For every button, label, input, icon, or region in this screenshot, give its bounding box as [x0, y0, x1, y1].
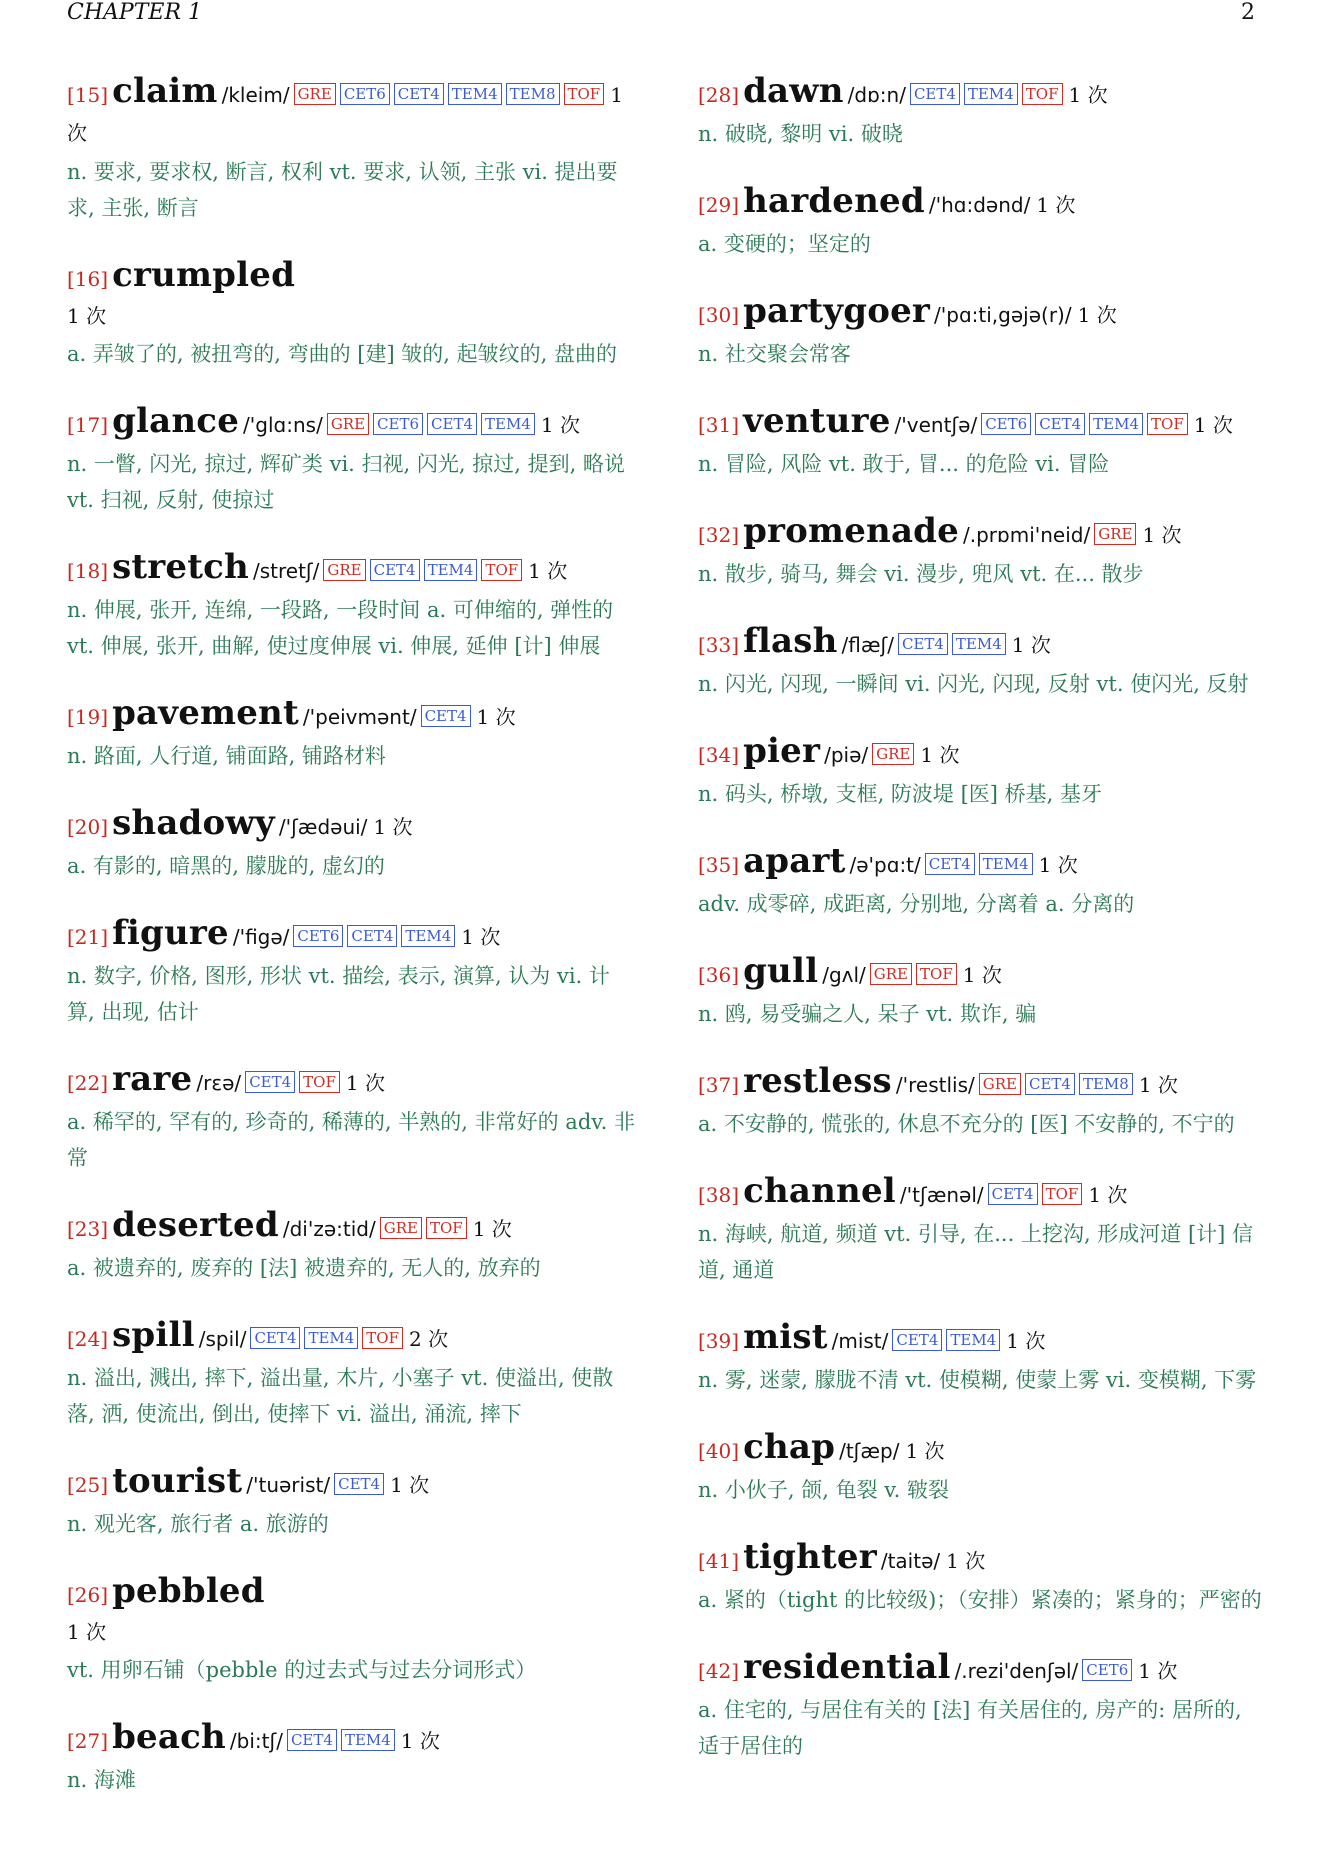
definition: vt. 用卵石铺（pebble 的过去式与过去分词形式）: [67, 1658, 537, 1682]
occurrence-count: 1 次: [1036, 193, 1076, 217]
exam-tag: TEM4: [304, 1327, 358, 1349]
exam-tag: CET4: [892, 1329, 942, 1351]
entry-index: [27]: [67, 1729, 109, 1753]
definition: a. 变硬的；坚定的: [698, 232, 871, 256]
occurrence-count: 1 次: [67, 1620, 107, 1644]
exam-tag: CET6: [981, 413, 1031, 435]
entry-index: [30]: [698, 303, 740, 327]
definition: n. 小伙子, 颌, 龟裂 v. 皲裂: [698, 1478, 949, 1502]
occurrence-count: 1 次: [540, 413, 580, 437]
phonetic: /stretʃ/: [252, 559, 320, 583]
headword: restless: [743, 1061, 892, 1101]
entry-index: [16]: [67, 267, 109, 291]
phonetic: /kleim/: [221, 83, 290, 107]
occurrence-count: 1 次: [920, 743, 960, 767]
vocab-entry: [67, 1718, 637, 1798]
entry-index: [26]: [67, 1583, 109, 1607]
vocab-entry: [698, 512, 1268, 592]
exam-tag: CET6: [340, 83, 390, 105]
entry-index: [18]: [67, 559, 109, 583]
chapter-title: CHAPTER 1: [67, 0, 202, 25]
exam-tag: TEM4: [424, 559, 478, 581]
exam-tag: TOF: [1147, 413, 1188, 435]
exam-tag: GRE: [380, 1217, 422, 1239]
definition: a. 住宅的, 与居住有关的 [法] 有关居住的, 房产的: 居所的, 适于居住的: [698, 1698, 1242, 1758]
exam-tag: CET4: [910, 83, 960, 105]
occurrence-count: 1 次: [1138, 1659, 1178, 1683]
phonetic: /mist/: [831, 1329, 889, 1353]
phonetic: /rεə/: [196, 1071, 242, 1095]
exam-tag: CET4: [287, 1729, 337, 1751]
occurrence-count: 1 次: [461, 925, 501, 949]
entry-head: [67, 1206, 637, 1248]
entry-index: [20]: [67, 815, 109, 839]
exam-tag: TEM4: [1089, 413, 1143, 435]
definition: a. 不安静的, 慌张的, 休息不充分的 [医] 不安静的, 不宁的: [698, 1112, 1235, 1136]
entry-index: [19]: [67, 705, 109, 729]
exam-tag: GRE: [323, 559, 365, 581]
definition: a. 被遗弃的, 废弃的 [法] 被遗弃的, 无人的, 放弃的: [67, 1256, 541, 1280]
exam-tag: TOF: [426, 1217, 467, 1239]
phonetic: /'hɑ:dənd/: [928, 193, 1031, 217]
definition: n. 码头, 桥墩, 支框, 防波堤 [医] 桥基, 基牙: [698, 782, 1103, 806]
headword: venture: [743, 401, 891, 441]
vocab-entry: [67, 548, 637, 664]
entry-index: [31]: [698, 413, 740, 437]
occurrence-count: 1 次: [67, 83, 623, 145]
headword: mist: [743, 1317, 828, 1357]
exam-tag: TEM4: [448, 83, 502, 105]
vocab-entry: [698, 182, 1268, 262]
exam-tag: TOF: [1042, 1183, 1083, 1205]
headword: pier: [743, 731, 821, 771]
exam-tag: GRE: [1094, 523, 1136, 545]
occurrence-count: 1 次: [390, 1473, 430, 1497]
headword: beach: [112, 1717, 226, 1757]
occurrence-count: 1 次: [905, 1439, 945, 1463]
exam-tag: TOF: [362, 1327, 403, 1349]
entry-head: [67, 72, 637, 152]
entry-index: [23]: [67, 1217, 109, 1241]
definition: a. 弄皱了的, 被扭弯的, 弯曲的 [建] 皱的, 起皱纹的, 盘曲的: [67, 342, 618, 366]
exam-tag: TEM4: [401, 925, 455, 947]
page-header: [67, 0, 1255, 30]
entry-index: [32]: [698, 523, 740, 547]
headword: shadowy: [112, 803, 275, 843]
definition: a. 有影的, 暗黑的, 朦胧的, 虚幻的: [67, 854, 385, 878]
headword: stretch: [112, 547, 249, 587]
headword: residential: [743, 1647, 951, 1687]
exam-tag: TOF: [916, 963, 957, 985]
entry-head: [698, 952, 1268, 994]
headword: glance: [112, 401, 240, 441]
phonetic: /spil/: [198, 1327, 247, 1351]
entry-index: [39]: [698, 1329, 740, 1353]
phonetic: /'tuərist/: [246, 1473, 331, 1497]
entry-head: [698, 1172, 1268, 1214]
entry-index: [36]: [698, 963, 740, 987]
definition: n. 伸展, 张开, 连绵, 一段路, 一段时间 a. 可伸缩的, 弹性的 vt. 伸展, 张开, 曲解, 使过度伸展 vi. 伸展, 延伸 [计] 伸展: [67, 598, 614, 658]
entry-index: [24]: [67, 1327, 109, 1351]
entry-index: [25]: [67, 1473, 109, 1497]
occurrence-count: 1 次: [1142, 523, 1182, 547]
definition: n. 要求, 要求权, 断言, 权利 vt. 要求, 认领, 主张 vi. 提出要求, 主张, 断言: [67, 160, 618, 220]
exam-tag: GRE: [294, 83, 336, 105]
exam-tag: TEM4: [946, 1329, 1000, 1351]
exam-tag: TEM8: [1079, 1073, 1133, 1095]
exam-tag: CET4: [245, 1071, 295, 1093]
headword: tourist: [112, 1461, 243, 1501]
headword: pebbled: [112, 1571, 265, 1611]
entry-index: [41]: [698, 1549, 740, 1573]
occurrence-count: 1 次: [1011, 633, 1051, 657]
exam-tag: TOF: [481, 559, 522, 581]
phonetic: /'ʃædəui/: [278, 815, 368, 839]
occurrence-count: 1 次: [946, 1549, 986, 1573]
definition: n. 破晓, 黎明 vi. 破晓: [698, 122, 903, 146]
phonetic: /'pɑ:ti,gəjə(r)/: [934, 303, 1072, 327]
headword: flash: [743, 621, 838, 661]
phonetic: /.prɒmi'neid/: [963, 523, 1091, 547]
phonetic: /bi:tʃ/: [229, 1729, 283, 1753]
vocab-entry: [698, 1538, 1268, 1618]
definition: adv. 成零碎, 成距离, 分别地, 分离着 a. 分离的: [698, 892, 1135, 916]
entry-index: [22]: [67, 1071, 109, 1095]
exam-tag: CET4: [898, 633, 948, 655]
entry-head: [67, 914, 637, 956]
entry-head: [67, 804, 637, 846]
entry-index: [28]: [698, 83, 740, 107]
occurrence-count: 1 次: [373, 815, 413, 839]
exam-tag: TEM4: [952, 633, 1006, 655]
definition: n. 海滩: [67, 1768, 136, 1792]
entry-index: [17]: [67, 413, 109, 437]
exam-tag: CET4: [370, 559, 420, 581]
exam-tag: CET4: [925, 853, 975, 875]
exam-tag: CET6: [293, 925, 343, 947]
occurrence-count: 1 次: [1088, 1183, 1128, 1207]
entry-head: [698, 402, 1268, 444]
definition: a. 稀罕的, 罕有的, 珍奇的, 稀薄的, 半熟的, 非常好的 adv. 非常: [67, 1110, 635, 1170]
phonetic: /tʃæp/: [839, 1439, 900, 1463]
entry-head: [698, 182, 1268, 224]
headword: promenade: [743, 511, 959, 551]
vocab-entry: [698, 622, 1268, 702]
phonetic: /'ventʃə/: [894, 413, 978, 437]
page-number: 2: [1241, 0, 1255, 25]
phonetic: /'peivmənt/: [302, 705, 417, 729]
right-column: [698, 72, 1268, 1794]
headword: figure: [112, 913, 229, 953]
vocab-entry: [67, 402, 637, 518]
occurrence-count: 1 次: [1006, 1329, 1046, 1353]
exam-tag: TEM4: [979, 853, 1033, 875]
headword: deserted: [112, 1205, 279, 1245]
exam-tag: CET4: [394, 83, 444, 105]
definition: n. 海峡, 航道, 频道 vt. 引导, 在... 上挖沟, 形成河道 [计] 信道, 通道: [698, 1222, 1254, 1282]
definition: n. 雾, 迷蒙, 朦胧不清 vt. 使模糊, 使蒙上雾 vi. 变模糊, 下雾: [698, 1368, 1257, 1392]
vocab-entry: [698, 1648, 1268, 1764]
headword: tighter: [743, 1537, 877, 1577]
occurrence-count: 1 次: [67, 304, 107, 328]
definition: a. 紧的（tight 的比较级)；（安排）紧凑的；紧身的；严密的: [698, 1588, 1262, 1612]
entry-head: [67, 1316, 637, 1358]
exam-tag: GRE: [979, 1073, 1021, 1095]
headword: apart: [743, 841, 846, 881]
exam-tag: TEM4: [341, 1729, 395, 1751]
headword: crumpled: [112, 255, 296, 295]
headword: chap: [743, 1427, 836, 1467]
vocab-entry: [698, 1172, 1268, 1288]
exam-tag: TOF: [564, 83, 605, 105]
vocab-entry: [67, 1060, 637, 1176]
entry-head: [698, 842, 1268, 884]
vocab-entry: [698, 402, 1268, 482]
vocab-entry: [67, 1572, 637, 1688]
entry-head: [698, 1648, 1268, 1690]
vocab-entry: [67, 72, 637, 226]
occurrence-count: 1 次: [476, 705, 516, 729]
phonetic: /'figə/: [232, 925, 290, 949]
vocab-entry: [698, 842, 1268, 922]
headword: dawn: [743, 71, 844, 111]
entry-head: [67, 402, 637, 444]
headword: partygoer: [743, 291, 931, 331]
entry-head: [698, 292, 1268, 334]
exam-tag: CET4: [988, 1183, 1038, 1205]
exam-tag: TOF: [1022, 83, 1063, 105]
phonetic: /gʌl/: [822, 963, 866, 987]
exam-tag: TEM8: [506, 83, 560, 105]
vocab-entry: [698, 732, 1268, 812]
exam-tag: TOF: [299, 1071, 340, 1093]
entry-head: [698, 1318, 1268, 1360]
occurrence-count: 1 次: [400, 1729, 440, 1753]
phonetic: /.rezi'denʃəl/: [954, 1659, 1079, 1683]
entry-index: [37]: [698, 1073, 740, 1097]
vocab-entry: [67, 914, 637, 1030]
exam-tag: GRE: [870, 963, 912, 985]
exam-tag: CET4: [1035, 413, 1085, 435]
exam-tag: CET6: [1082, 1659, 1132, 1681]
occurrence-count: 1 次: [962, 963, 1002, 987]
exam-tag: TEM4: [481, 413, 535, 435]
vocab-entry: [67, 256, 637, 372]
exam-tag: CET4: [334, 1473, 384, 1495]
entry-index: [35]: [698, 853, 740, 877]
entry-head: [698, 72, 1268, 114]
entry-head: [698, 512, 1268, 554]
entry-head: [698, 1428, 1268, 1470]
entry-index: [29]: [698, 193, 740, 217]
phonetic: /'restlis/: [895, 1073, 975, 1097]
vocab-entry: [698, 1428, 1268, 1508]
exam-tag: TEM4: [964, 83, 1018, 105]
exam-tag: CET4: [427, 413, 477, 435]
entry-index: [42]: [698, 1659, 740, 1683]
left-column: [67, 72, 637, 1828]
headword: spill: [112, 1315, 195, 1355]
occurrence-count: 1 次: [1068, 83, 1108, 107]
exam-tag: GRE: [327, 413, 369, 435]
vocab-entry: [698, 1062, 1268, 1142]
vocab-entry: [67, 1206, 637, 1286]
exam-tag: CET4: [250, 1327, 300, 1349]
exam-tag: CET6: [373, 413, 423, 435]
entry-index: [34]: [698, 743, 740, 767]
entry-head: [698, 622, 1268, 664]
entry-head: [67, 1060, 637, 1102]
headword: hardened: [743, 181, 925, 221]
definition: n. 鸥, 易受骗之人, 呆子 vt. 欺诈, 骗: [698, 1002, 1037, 1026]
vocab-entry: [698, 952, 1268, 1032]
entry-index: [40]: [698, 1439, 740, 1463]
entry-index: [38]: [698, 1183, 740, 1207]
phonetic: /'glɑ:ns/: [243, 413, 323, 437]
occurrence-count: 1 次: [528, 559, 568, 583]
phonetic: /piə/: [824, 743, 869, 767]
vocab-entry: [67, 1462, 637, 1542]
entry-index: [15]: [67, 83, 109, 107]
entry-head: [67, 256, 637, 298]
occurrence-count: 1 次: [1138, 1073, 1178, 1097]
exam-tag: CET4: [347, 925, 397, 947]
phonetic: /ə'pɑ:t/: [849, 853, 921, 877]
definition: n. 观光客, 旅行者 a. 旅游的: [67, 1512, 329, 1536]
occurrence-count: 1 次: [1077, 303, 1117, 327]
exam-tag: GRE: [872, 743, 914, 765]
definition: n. 冒险, 风险 vt. 敢于, 冒... 的危险 vi. 冒险: [698, 452, 1110, 476]
headword: channel: [743, 1171, 896, 1211]
vocab-entry: [67, 694, 637, 774]
vocab-entry: [698, 1318, 1268, 1398]
definition: n. 散步, 骑马, 舞会 vi. 漫步, 兜风 vt. 在... 散步: [698, 562, 1144, 586]
definition: n. 闪光, 闪现, 一瞬间 vi. 闪光, 闪现, 反射 vt. 使闪光, 反射: [698, 672, 1249, 696]
definition: n. 一瞥, 闪光, 掠过, 辉矿类 vi. 扫视, 闪光, 掠过, 提到, 略说 vt. 扫视, 反射, 使掠过: [67, 452, 625, 512]
headword: pavement: [112, 693, 299, 733]
vocab-entry: [698, 72, 1268, 152]
exam-tag: CET4: [421, 705, 471, 727]
definition: n. 数字, 价格, 图形, 形状 vt. 描绘, 表示, 演算, 认为 vi. 计算, 出现, 估计: [67, 964, 610, 1024]
entry-head: [67, 1572, 637, 1614]
entry-head: [698, 732, 1268, 774]
vocab-entry: [698, 292, 1268, 372]
entry-head: [67, 548, 637, 590]
occurrence-count: 1 次: [1038, 853, 1078, 877]
occurrence-count: 1 次: [345, 1071, 385, 1095]
occurrence-count: 2 次: [409, 1327, 449, 1351]
entry-index: [21]: [67, 925, 109, 949]
vocab-entry: [67, 1316, 637, 1432]
entry-head: [698, 1062, 1268, 1104]
phonetic: /flæʃ/: [841, 633, 894, 657]
headword: rare: [112, 1059, 193, 1099]
entry-head: [698, 1538, 1268, 1580]
headword: claim: [112, 71, 218, 111]
vocab-entry: [67, 804, 637, 884]
entry-index: [33]: [698, 633, 740, 657]
definition: n. 路面, 人行道, 铺面路, 铺路材料: [67, 744, 386, 768]
entry-head: [67, 1462, 637, 1504]
entry-head: [67, 1718, 637, 1760]
definition: n. 溢出, 溅出, 摔下, 溢出量, 木片, 小塞子 vt. 使溢出, 使散落, 洒, 使流出, 倒出, 使摔下 vi. 溢出, 涌流, 摔下: [67, 1366, 614, 1426]
exam-tag: CET4: [1025, 1073, 1075, 1095]
phonetic: /'tʃænəl/: [899, 1183, 984, 1207]
headword: gull: [743, 951, 819, 991]
occurrence-count: 1 次: [472, 1217, 512, 1241]
phonetic: /taitə/: [880, 1549, 941, 1573]
phonetic: /di'zə:tid/: [282, 1217, 376, 1241]
phonetic: /dɒ:n/: [847, 83, 906, 107]
entry-head: [67, 694, 637, 736]
occurrence-count: 1 次: [1193, 413, 1233, 437]
definition: n. 社交聚会常客: [698, 342, 851, 366]
